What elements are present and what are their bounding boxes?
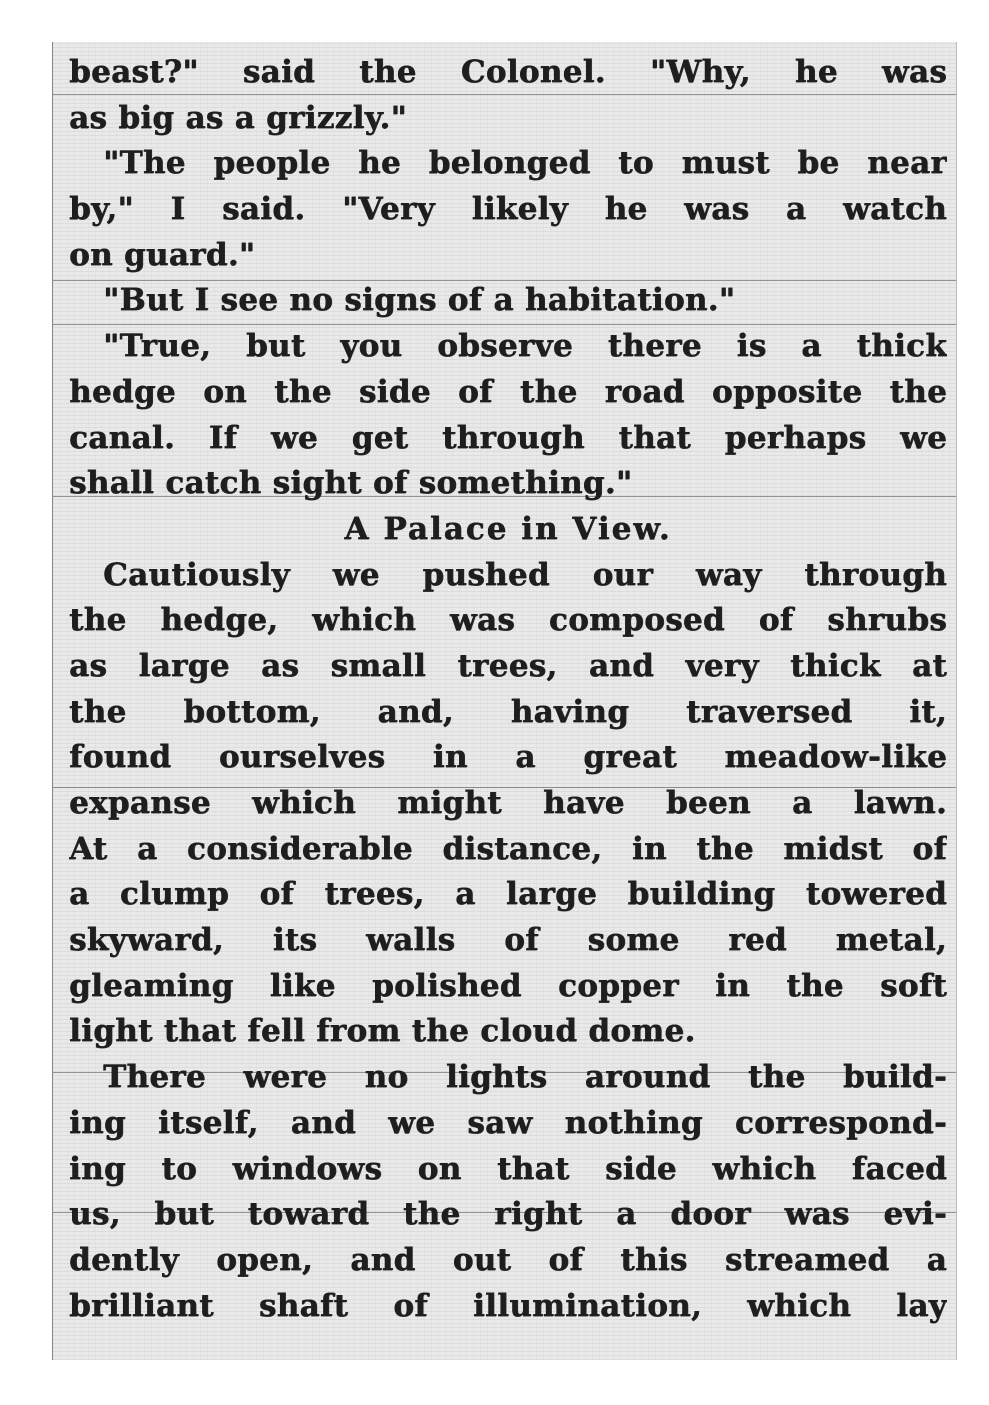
text-line: ing to windows on that side which faced (69, 1150, 947, 1187)
text-line: the hedge, which was composed of shrubs (69, 602, 947, 639)
text-line: us, but toward the right a door was evi- (69, 1196, 947, 1233)
text-line: a clump of trees, a large building towered (69, 876, 947, 913)
text-line: hedge on the side of the road opposite the (69, 373, 947, 410)
article-column (69, 50, 947, 1329)
text-line: by," I said. "Very likely he was a watch (69, 191, 947, 228)
text-line: expanse which might have been a lawn. (69, 785, 947, 821)
text-line: Cautiously we pushed our way through (103, 556, 947, 593)
text-line: beast?" said the Colonel. "Why, he was (69, 54, 947, 90)
text-line: There were no lights around the build- (103, 1059, 947, 1096)
text-line: as large as small trees, and very thick at (69, 647, 947, 684)
text-line: dently open, and out of this streamed a (69, 1241, 947, 1278)
text-line: on guard." (69, 236, 256, 273)
text-line: brilliant shaft of illumination, which lay (69, 1287, 947, 1324)
text-line: the bottom, and, having traversed it, (69, 693, 947, 730)
text-line: skyward, its walls of some red metal, (69, 922, 947, 959)
text-line: shall catch sight of something." (69, 465, 633, 502)
text-line: "True, but you observe there is a thick (103, 328, 947, 365)
text-line: canal. If we get through that perhaps we (69, 419, 947, 456)
text-line: "But I see no signs of a habitation." (103, 282, 736, 319)
text-line: ing itself, and we saw nothing correspond- (69, 1104, 947, 1141)
text-line: "The people he belonged to must be near (103, 145, 947, 182)
text-line: At a considerable distance, in the midst of (69, 830, 947, 867)
section-heading: A Palace in View. (344, 510, 672, 547)
text-line: found ourselves in a great meadow-like (69, 739, 947, 776)
text-line: gleaming like polished copper in the soft (69, 967, 947, 1004)
text-line: as big as a grizzly." (69, 99, 407, 136)
newspaper-clipping (52, 42, 957, 1360)
text-line: light that fell from the cloud dome. (69, 1013, 696, 1050)
